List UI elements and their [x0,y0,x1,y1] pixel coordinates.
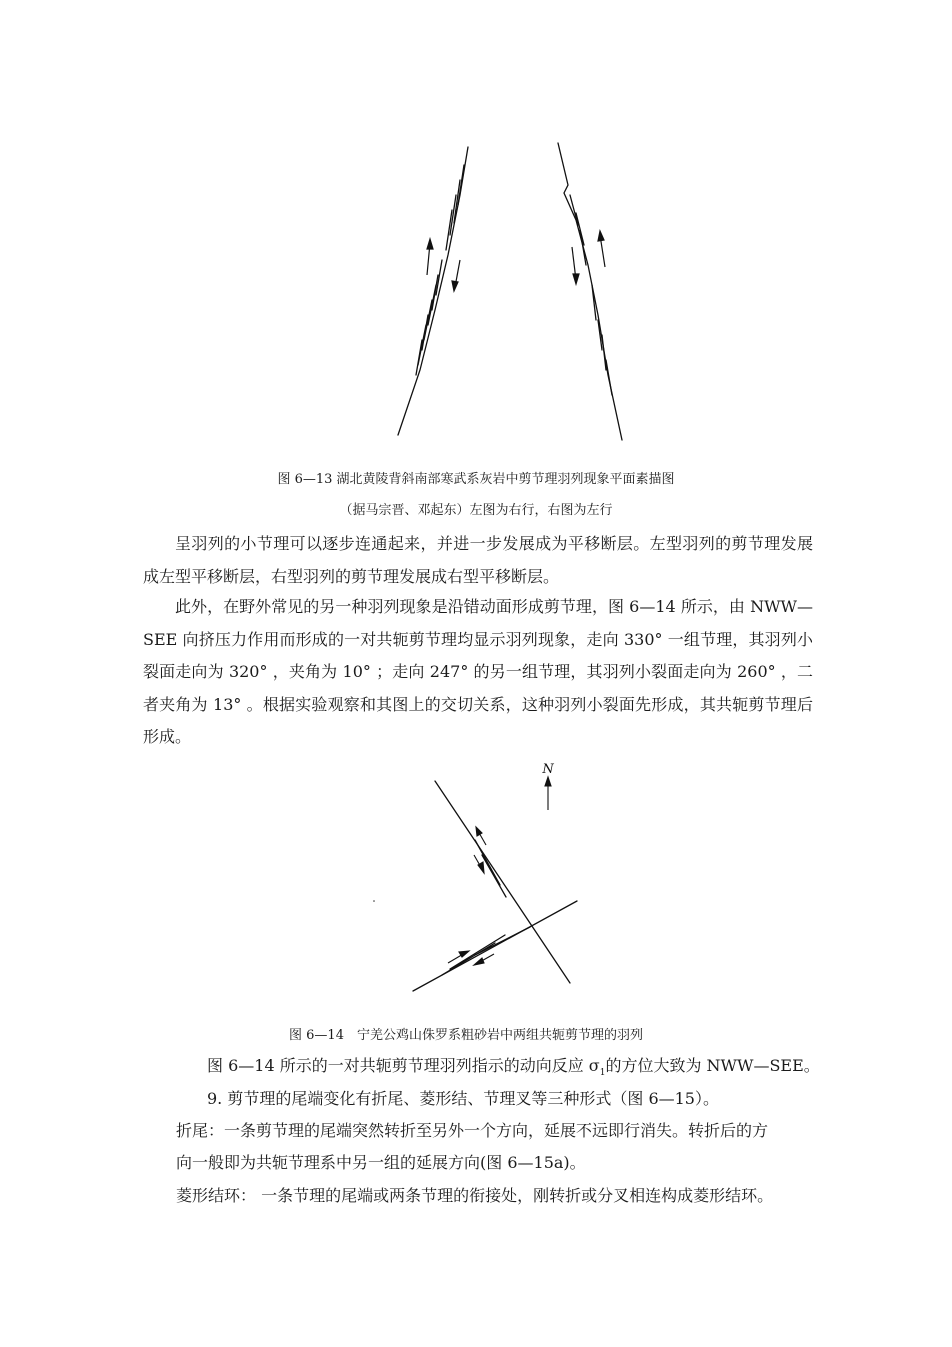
lingxing-jiehuan: 菱形结环： 一条节理的尾端或两条节理的衔接处，刚转折或分叉相连构成菱形结环。 [176,1186,774,1205]
north-arrow [545,777,551,810]
item-9: 9. 剪节理的尾端变化有折尾、菱形结、节理叉等三种形式（图 6—15）。 [207,1089,719,1108]
figure-6-14-caption: 图 6—14 宁羌公鸡山侏罗系粗砂岩中两组共轭剪节理的羽列 [289,1028,643,1043]
left-arrows [427,239,460,291]
nw-se-joint [435,781,570,983]
north-label: N [542,762,554,777]
left-joint-line [398,147,468,435]
zhewei-line1: 折尾：一条剪节理的尾端突然转折至另外一个方向，延展不远即行消失。转折后的方 [176,1121,769,1140]
zhewei-line2: 向一般即为共轭节理系中另一组的延展方向(图 6—15a)。 [176,1153,586,1172]
sigma-subscript: 1 [599,1068,606,1079]
figure-6-13-caption-line2: （据马宗晋、邓起东）左图为右行，右图为左行 [339,503,613,518]
right-arrows [572,231,605,284]
paragraph-2: 此外，在野外常见的另一种羽列现象是沿错动面形成剪节理，图 6—14 所示，由 NWW—SEE 向挤压力作用而形成的一对共轭剪节理均显示羽列现象，走向 330° 一组节理，其羽列小裂面走向为 320° ，夹角为 10° ；走向 247° 的另一组节理，其羽列小裂面走向为 260° ，二者夹角为 13° 。根据实验观察和其图上的交切关系，这种羽列小裂面先形成，其共轭剪节理后形成。 [143,597,813,746]
paragraph-1: 呈羽列的小节理可以逐步连通起来，并进一步发展成为平移断层。左型羽列的剪节理发展成左型平移断层，右型羽列的剪节理发展成右型平移断层。 [143,534,813,586]
figure-6-14-sketch [370,755,610,1000]
ene-wsw-joint [413,901,577,991]
paragraph-3-before: 图 6—14 所示的一对共轭剪节理羽列指示的动向反应 σ [207,1056,600,1075]
figure-6-13-sketch [380,135,640,450]
figure-6-13-caption-line1: 图 6—13 湖北黄陵背斜南部寒武系灰岩中剪节理羽列现象平面素描图 [277,472,675,487]
paragraph-3-after: 的方位大致为 NWW—SEE。 [605,1056,820,1075]
